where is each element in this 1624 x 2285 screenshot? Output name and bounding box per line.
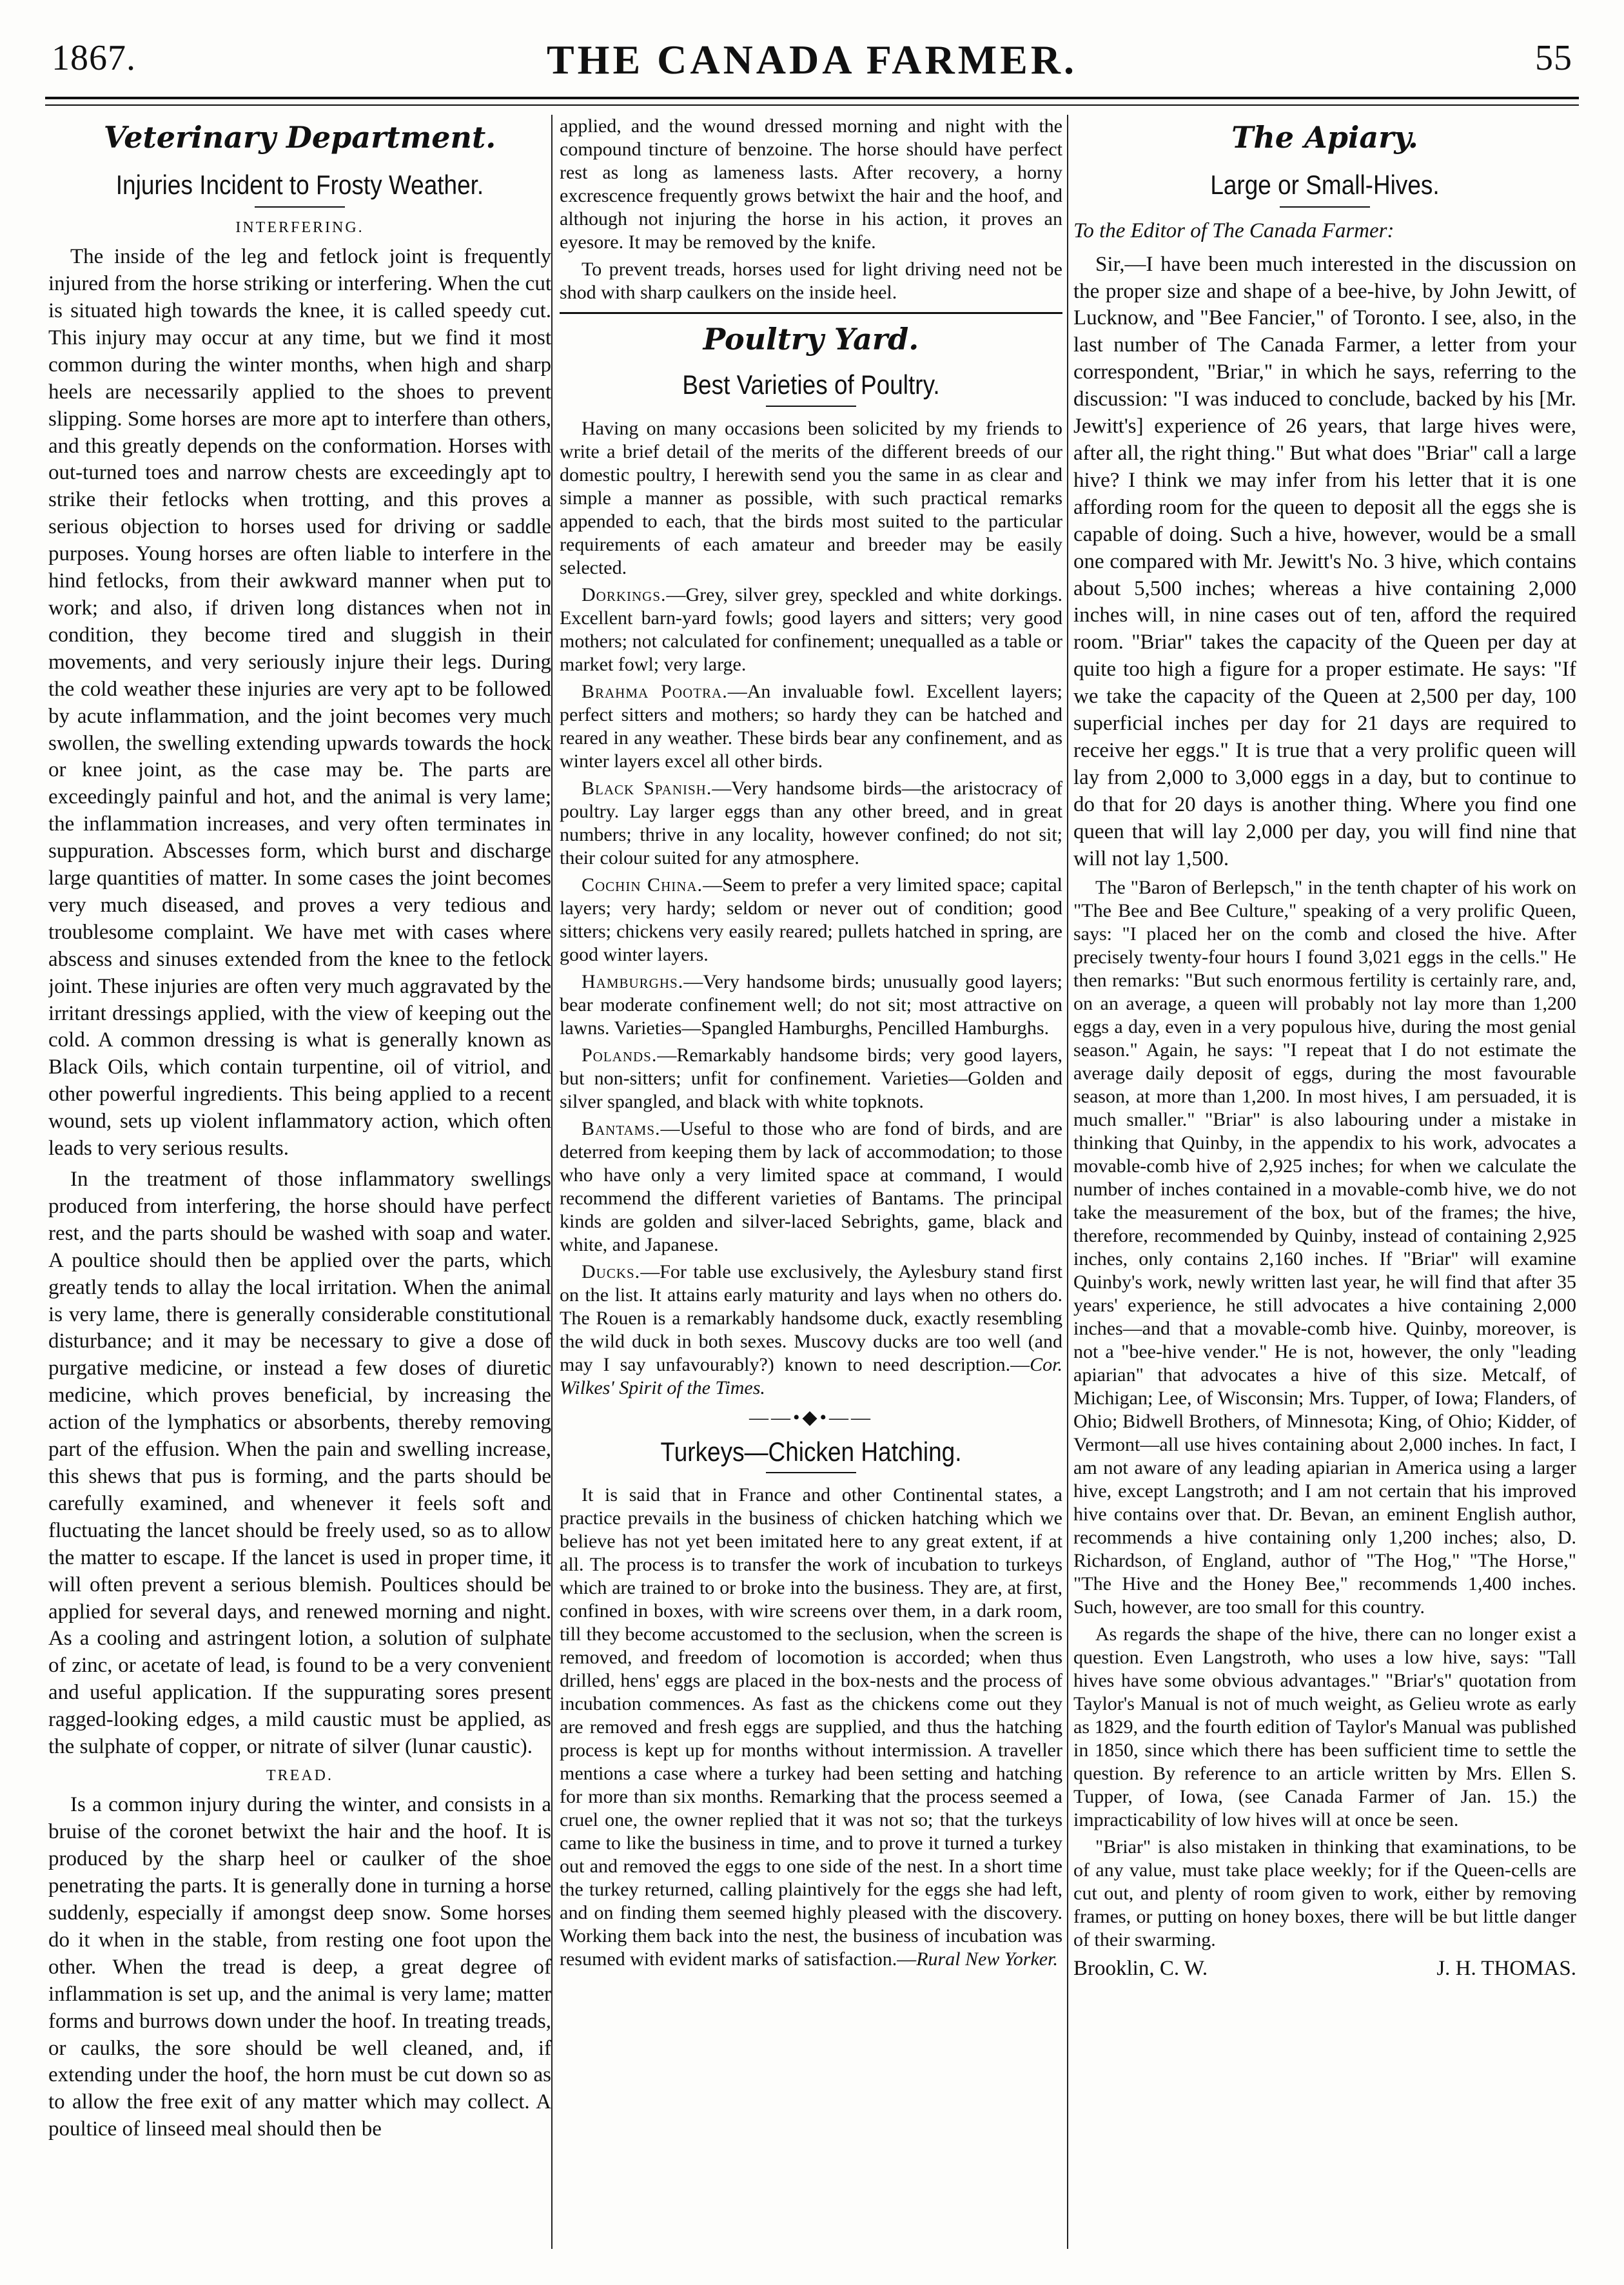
section-subhead: INTERFERING. — [235, 219, 364, 236]
divider — [766, 1472, 856, 1473]
breed-entry — [560, 1117, 1062, 1257]
breed-text: —Very handsome birds; unusually good layers; bear moderate confinement well; do not sit; most attractive on lawns. Varieties—Spangled Hamburghs, Pencilled Hamburghs. — [560, 970, 1062, 1039]
column-divider — [551, 115, 553, 2249]
source-credit: Rural New Yorker. — [916, 1948, 1058, 1970]
breed-text: —Useful to those who are fond of birds, and are deterred from keeping them by lack of accommodation; to those who have only a very limited space at command, I would recommend the different varieties of Bantams. The principal kinds are golden and silver-laced Sebrights, game, black and white, and Japanese. — [560, 1117, 1062, 1255]
issue-year: 1867. — [52, 38, 136, 78]
paragraph: Is a common injury during the winter, and consists in a bruise of the coronet betwixt the hair and the hoof. It is produced by the sharp heel or caulker of the shoe penetrating the parts. It is generally done in turning a horse suddenly, especially if amongst deep snow. Some horses do it when in the stable, from resting one foot upon the other. When the tread is deep, a great degree of inflammation is set up, and the animal is very lame; matter forms and burrows down under the hoof. In treating treads, or caulks, the sore should be well cleaned, and, if extending under the hoof, the horn must be cut down so as to allow the free exit of any matter which may collect. A poultice of linseed meal should then be — [48, 1793, 551, 2141]
article-title: Turkeys—Chicken Hatching. — [660, 1436, 962, 1467]
breed-name: Hamburghs. — [582, 970, 684, 992]
breed-entry — [560, 1260, 1062, 1400]
signature: J. H. THOMAS. — [1436, 1957, 1576, 1981]
department-heading: Veterinary Department. — [103, 120, 496, 155]
divider — [255, 206, 345, 208]
department-heading: Poultry Yard. — [703, 322, 919, 357]
divider — [1280, 206, 1370, 208]
paragraph: Having on many occasions been solicited by my friends to write a brief detail of the merits of the different breeds of our domestic poultry, I herewith send you the same in as clear and simple a manner as possible, with such practical remarks appended to each, that the birds most suited to the particular requirements of each amateur and breeder may be easily selected. — [560, 417, 1062, 578]
newspaper-title: THE CANADA FARMER. — [546, 37, 1078, 83]
page-number: 55 — [1535, 38, 1572, 78]
column-divider — [1067, 115, 1068, 2249]
source-credit: Cor. Wilkes' Spirit of the Times. — [560, 1353, 1062, 1398]
signoff — [1073, 1956, 1576, 1983]
column-veterinary — [48, 115, 551, 2249]
breed-text: —Very handsome birds—the aristocracy of poultry. Lay larger eggs than any other breed, and in great numbers; thrive in any locality, however confined; do not sit; their colour suited for any atmosphere. — [560, 777, 1062, 868]
paragraph: To prevent treads, horses used for light driving need not be shod with sharp caulkers on the inside heel. — [560, 259, 1062, 303]
breed-name: Dorkings. — [582, 584, 667, 605]
breed-text: —Remarkably handsome birds; very good layers, but non-sitters; unfit for confinement. Varieties—Golden and silver spangled, and black with white topknots. — [560, 1044, 1062, 1112]
place-line: Brooklin, C. W. — [1073, 1957, 1208, 1981]
breed-text: —An invaluable fowl. Excellent layers; perfect sitters and mothers; so hardy they can be hatched and reared in any weather. These birds bear any confinement, and as winter layers excel all other birds. — [560, 680, 1062, 772]
breed-entry — [560, 584, 1062, 676]
section-subhead: TREAD. — [266, 1767, 333, 1784]
article-title: Large or Small-Hives. — [1210, 170, 1440, 201]
column-poultry — [560, 115, 1062, 2249]
breed-entry — [560, 874, 1062, 966]
breed-entry — [560, 970, 1062, 1040]
paragraph: In the treatment of those inflammatory swellings produced from interfering, the horse should have perfect rest, and the parts should be washed with soap and water. A poultice should then be applied over the parts, which greatly tends to allay the local irritation. When the animal is very lame, there is generally considerable constitutional disturbance; and it may be necessary to give a dose of purgative medicine, or instead a few doses of diuretic medicine, which proves beneficial, by increasing the action of the lymphatics or absorbents, thereby removing part of the effusion. When the pain and swelling increase, this shews that pus is forming, and the parts should be carefully examined, and whenever it feels soft and fluctuating the lancet should be freely used, so as to allow the matter to escape. If the lancet is used in proper time, it will often prevent a serious blemish. Poultices should be applied for several days, and renewed morning and night. As a cooling and astringent lotion, a solution of sulphate of zinc, or acetate of lead, is found to be a very convenient and useful application. If the suppurating sores present ragged-looking edges, a mild caustic must be applied, as the sulphate of copper, or nitrate of silver (lunar caustic). — [48, 1168, 551, 1759]
breed-name: Cochin China. — [582, 874, 703, 896]
breed-name: Black Spanish. — [582, 777, 712, 799]
paragraph: applied, and the wound dressed morning and night with the compound tincture of benzoine. The horse should have perfect rest as long as lameness lasts. After recovery, a horny excrescence frequently grows betwixt the hair and the hoof, and although not injuring the horse in his action, it proves an eyesore. It may be removed by the knife. — [560, 115, 1062, 253]
paragraph — [560, 1484, 1062, 1971]
breed-name: Polands. — [582, 1044, 658, 1066]
breed-entry — [560, 777, 1062, 870]
paragraph: Sir,—I have been much interested in the discussion on the proper size and shape of a bee-hive, by John Jewitt, of Lucknow, and "Bee Fancier," of Toronto. I see, also, in the last number of The Canada Farmer, a letter from your correspondent, "Briar," in which he says, referring to the discussion: "I was induced to conclude, backed by his [Mr. Jewitt's] experience of 26 years, that large hives were, after all, the right thing." But what does "Briar" call a large hive? I think we may infer from his letter that it is one affording room for the queen to deposit all the eggs she is capable of doing. Such a hive, however, would be a small one compared with Mr. Jewitt's No. 3 hive, which contains about 5,500 inches; whereas a hive containing 2,000 inches will, in nine cases out of ten, afford the required room. "Briar" takes the capacity of the Queen per day at quite too high a figure for a proper estimate. He says: "If we take the capacity of the Queen at 2,500 per day, 100 superficial inches per day for 21 days are required to receive her eggs." It is true that a very prolific queen will lay from 2,000 to 3,000 eggs in a day, but to continue to do that for 20 days is another thing. Where you find one queen that will lay 2,000 per day, you will find nine that will not lay 1,500. — [1073, 252, 1576, 870]
department-heading: The Apiary. — [1231, 120, 1418, 155]
paragraph: The "Baron of Berlepsch," in the tenth chapter of his work on "The Bee and Bee Culture," speaking of a very prolific Queen, says: "I placed her on the comb and closed the hive. After precisely twenty-four hours I found 3,021 eggs in the cells." He then remarks: "But such enormous fertility is certainly rare, and, on an average, a queen will probably not lay more than 1,200 eggs a day, even in a very populous hive, during the most genial season." Again, he says: "I repeat that I do not estimate the average daily deposit of eggs, during the most favourable season, at more than 1,200. In most hives, I am persuaded, it is much smaller." "Briar" is also labouring under a mistake in thinking that Quinby, in the appendix to his work, advocates a movable-comb hive of 2,925 inches; for when we calculate the number of inches contained in a movable-comb hive, we do not take the measurement of the box, but of the frames; the hive, therefore, recommended by Quinby, instead of containing 2,925 inches, only contains 2,160 inches. If "Briar" will examine Quinby's work, newly written last year, he will find that after 35 years' experience, he still advocates a hive containing 2,000 inches—and that a movable-comb hive. Quinby, moreover, is not a "bee-hive vender." He is not, however, the only "leading apiarian" that advocates a hive of this size. Metcalf, of Michigan; Lee, of Wisconsin; Mrs. Tupper, of Iowa; Flanders, of Ohio; Bidwell Brothers, of Minnesota; King, of Ohio; Kidder, of Vermont—all use hives containing about 2,000 inches. In fact, I am not aware of any leading apiarian in America using a larger hive, except Langstroth; and I am not certain that his improved hive contains over that. Dr. Bevan, an eminent English author, recommends a hive containing only 1,200 inches; also, D. Richardson, of England, author of "The Hog," "The Horse," "The Hive and the Honey Bee," recommends 1,400 inches. Such, however, are too small for this country. — [1073, 877, 1576, 1618]
masthead — [45, 25, 1579, 99]
breed-name: Bantams. — [582, 1117, 661, 1139]
divider — [766, 406, 856, 407]
breed-text: —Grey, silver grey, speckled and white dorkings. Excellent barn-yard fowls; good layers and sitters; very good mothers; not calculated for confinement; unequalled as a table or market fowl; very large. — [560, 584, 1062, 675]
breed-name: Ducks. — [582, 1260, 641, 1282]
breed-text: —For table use exclusively, the Aylesbury stand first on the list. It attains early maturity and lays when no others do. The Rouen is a remarkably handsome duck, exactly resembling the wild duck in both sexes. Muscovy ducks are too well (and may I say unfavourably?) known to need description.— — [560, 1260, 1062, 1375]
breed-entry — [560, 680, 1062, 773]
paragraph: The inside of the leg and fetlock joint is frequently injured from the horse striking or interfering. When the cut is situated high towards the knee, it is called speedy cut. This injury may occur at any time, but we find it most common during the winter months, when high and sharp heels are necessarily applied to the shoes to prevent slipping. Some horses are more apt to interfere than others, and this greatly depends on the conformation. Horses with out-turned toes and narrow chests are exceedingly apt to strike their fetlocks when trotting, and this proves a serious objection to horses used for driving or saddle purposes. Young horses are often liable to interfere in the hind fetlocks, from their awkward manner when put to work; and also, if driven long distances when not in condition, they become tired and sluggish in their movements, and very seriously injure their legs. During the cold weather these injuries are very apt to be followed by acute inflammation, and the joint becomes very much swollen, the swelling extending upwards towards the hock or knee joint, as the case may be. The parts are exceedingly painful and hot, and the animal is very lame; the inflammation increases, and very often terminates in suppuration. Abscesses form, which burst and discharge large quantities of matter. In some cases the joint becomes very much diseased, and proves a very tedious and troublesome complaint. We have met with cases where abscess and sinuses extended from the knee to the fetlock joint. These injuries are often very much aggravated by the irritant dressings applied, with the view of keeping out the cold. A common dressing is what is generally known as Black Oils, which contain turpentine, oil of vitriol, and other powerful ingredients. This being applied to a recent wound, sets up violent inflammatory action, which often leads to very serious results. — [48, 245, 551, 1161]
article-title: Best Varieties of Poultry. — [682, 369, 940, 400]
breed-name: Brahma Pootra. — [582, 680, 728, 702]
divider — [560, 312, 1062, 314]
masthead-rule — [45, 104, 1579, 106]
salutation: To the Editor of The Canada Farmer: — [1073, 219, 1394, 242]
paragraph: As regards the shape of the hive, there can no longer exist a question. Even Langstroth, who uses a low hive, says: "Tall hives have some obvious advantages." "Briar's" quotation from Taylor's Manual is not of much weight, as Gelieu wrote as early as 1829, and the fourth edition of Taylor's Manual was published in 1850, since which there has been sufficient time to settle the question. By reference to an article written by Mrs. Ellen S. Tupper, of Iowa, (see Canada Farmer of Jan. 15.) the impracticability of low hives will at once be seen. — [1073, 1623, 1576, 1831]
paragraph-text: It is said that in France and other Continental states, a practice prevails in the business of chicken hatching which we believe has not yet been imitated here to any great extent, if at all. The process is to transfer the work of incubation to turkeys which are trained to or broke into the business. They are, at first, confined in boxes, with wire screens over them, in a dark room, till they become accustomed to the seclusion, when the screen is removed, and freedom of locomotion is accorded; when thus drilled, hens' eggs are placed in the box-nests and the process of incubation commences. As fast as the chickens come out they are removed and fresh eggs are supplied, and thus the hatching process is kept up for months without intermission. A traveller mentions a case where a turkey had been setting and hatching for more than six months. Remarking that the process seemed a cruel one, the owner replied that it was not so; that the turkeys came to like the business in time, and to prove it turned a turkey out and removed the eggs to one side of the nest. In a short time the turkey returned, calling plaintively for the eggs she had left, and on finding them seemed highly pleased with the discovery. Working them back into the nest, the business of incubation was resumed with evident marks of satisfaction.— — [560, 1484, 1062, 1970]
column-apiary — [1073, 115, 1576, 2249]
breed-text: —Seem to prefer a very limited space; capital layers; very hardy; seldom or never out of condition; good sitters; chickens very easily reared; pullets hatched in spring, are good winter layers. — [560, 874, 1062, 965]
article-title: Injuries Incident to Frosty Weather. — [115, 170, 484, 201]
ornament-divider: ——•◆•—— — [748, 1406, 874, 1428]
paragraph: "Briar" is also mistaken in thinking that examinations, to be of any value, must take place weekly; for if the Queen-cells are cut out, and plenty of room given to work, either by removing frames, or putting on honey boxes, there will be but little danger of their swarming. — [1073, 1836, 1576, 1951]
breed-entry — [560, 1044, 1062, 1113]
